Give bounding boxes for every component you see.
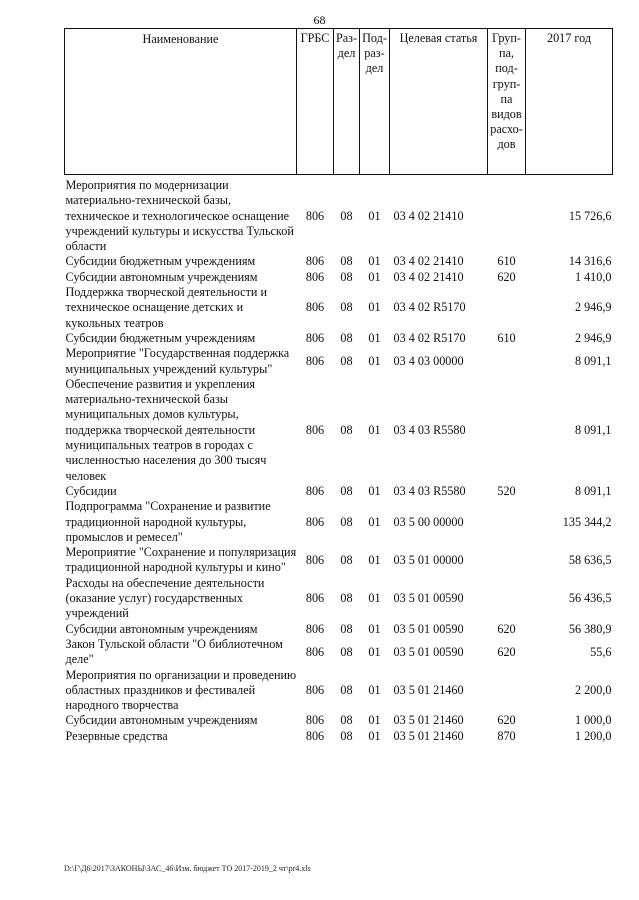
row-vid-rashodov: 870 — [497, 728, 516, 743]
row-celevaya-statya: 03 4 03 R5580 — [393, 422, 466, 437]
row-podrazdel: 01 — [368, 254, 381, 269]
row-podrazdel: 01 — [368, 728, 381, 743]
row-celevaya-statya: 03 4 02 R5170 — [393, 330, 466, 345]
row-sum: 135 344,2 — [562, 514, 612, 529]
row-podrazdel: 01 — [368, 644, 381, 659]
row-celevaya-statya: 03 5 01 21460 — [393, 713, 464, 728]
table-row — [65, 346, 613, 377]
row-celevaya-statya: 03 4 02 21410 — [393, 208, 464, 223]
row-grbs: 806 — [305, 621, 325, 636]
table-row — [65, 254, 613, 269]
row-podrazdel: 01 — [368, 713, 381, 728]
table-header — [65, 29, 613, 175]
header-sum-2017: 2017 год — [526, 29, 613, 175]
row-vid-rashodov: 520 — [497, 483, 516, 498]
row-celevaya-statya: 03 4 03 00000 — [393, 353, 464, 368]
table-row — [65, 270, 613, 285]
row-vid-rashodov — [488, 346, 526, 377]
row-vid-rashodov — [488, 668, 526, 714]
table-row — [65, 622, 613, 637]
row-vid-rashodov — [488, 499, 526, 545]
header-name: Наименование — [65, 29, 297, 175]
table-row — [65, 668, 613, 714]
row-razdel: 08 — [340, 330, 353, 345]
row-grbs: 806 — [305, 269, 325, 284]
table-row — [65, 484, 613, 499]
footer-file-path: D:\Г\Д6\2017\ЗАКОНЫ\ЗАС_46\Изм. бюджет ТО 2017-2019_2 чт\pr4.xls — [64, 864, 311, 873]
row-grbs: 806 — [305, 713, 325, 728]
row-celevaya-statya: 03 4 02 R5170 — [393, 300, 466, 315]
row-podrazdel: 01 — [368, 269, 381, 284]
row-name: Мероприятия по модернизации материально-технической базы, техническое и технологическое оснащение учреждений культуры и искусства Тульской области — [65, 178, 294, 254]
row-grbs: 806 — [305, 644, 325, 659]
row-podrazdel: 01 — [368, 422, 381, 437]
row-name: Закон Тульской области "О библиотечном деле" — [65, 636, 283, 667]
row-celevaya-statya: 03 4 03 R5580 — [393, 483, 466, 498]
row-celevaya-statya: 03 5 01 00590 — [393, 621, 464, 636]
row-sum: 56 380,9 — [568, 621, 612, 636]
row-vid-rashodov — [488, 285, 526, 331]
row-razdel: 08 — [340, 682, 353, 697]
row-name: Резервные средства — [65, 728, 168, 743]
row-vid-rashodov — [488, 545, 526, 576]
row-vid-rashodov — [488, 576, 526, 622]
row-vid-rashodov: 610 — [497, 254, 516, 269]
row-podrazdel: 01 — [368, 514, 381, 529]
row-sum: 1 410,0 — [574, 269, 612, 284]
row-name: Субсидии автономным учреждениям — [65, 621, 258, 636]
row-name: Мероприятие "Государственная поддержка муниципальных учреждений культуры" — [65, 346, 290, 376]
table-row — [65, 637, 613, 668]
row-sum: 56 436,5 — [568, 591, 612, 606]
row-podrazdel: 01 — [368, 353, 381, 368]
row-razdel: 08 — [340, 514, 353, 529]
row-celevaya-statya: 03 5 01 00000 — [393, 552, 464, 567]
row-vid-rashodov: 620 — [497, 644, 516, 659]
row-razdel: 08 — [340, 621, 353, 636]
budget-table — [64, 28, 613, 744]
header-podrazdel: Под-раз-дел — [360, 29, 390, 175]
row-grbs: 806 — [305, 552, 325, 567]
row-razdel: 08 — [340, 483, 353, 498]
row-razdel: 08 — [340, 552, 353, 567]
header-celevaya-statya: Целевая статья — [390, 29, 488, 175]
row-razdel: 08 — [340, 422, 353, 437]
row-sum: 14 316,6 — [568, 254, 612, 269]
table-row — [65, 175, 613, 255]
row-podrazdel: 01 — [368, 300, 381, 315]
row-razdel: 08 — [340, 591, 353, 606]
row-name: Субсидии — [65, 483, 117, 498]
row-vid-rashodov — [488, 377, 526, 484]
row-name: Обеспечение развития и укрепления материально-технической базы муниципальных домов культуры, поддержка творческой деятельности муниципальных театров в городах с численностью населения до 300 тысяч человек — [65, 376, 267, 483]
row-celevaya-statya: 03 5 01 00590 — [393, 644, 464, 659]
row-grbs: 806 — [305, 254, 325, 269]
row-podrazdel: 01 — [368, 208, 381, 223]
row-razdel: 08 — [340, 269, 353, 284]
table-row — [65, 331, 613, 346]
row-sum: 15 726,6 — [568, 208, 612, 223]
row-razdel: 08 — [340, 644, 353, 659]
row-razdel: 08 — [340, 713, 353, 728]
row-sum: 2 200,0 — [574, 682, 612, 697]
row-sum: 58 636,5 — [568, 552, 612, 567]
page-number: 68 — [313, 13, 326, 27]
row-razdel: 08 — [340, 300, 353, 315]
table-row — [65, 285, 613, 331]
row-sum: 2 946,9 — [574, 330, 612, 345]
header-razdel: Раз-дел — [334, 29, 360, 175]
row-sum: 8 091,1 — [574, 353, 612, 368]
row-celevaya-statya: 03 4 02 21410 — [393, 254, 464, 269]
row-name: Поддержка творческой деятельности и техническое оснащение детских и кукольных театров — [65, 285, 267, 330]
table-body — [65, 175, 613, 744]
row-vid-rashodov: 620 — [497, 621, 516, 636]
row-podrazdel: 01 — [368, 591, 381, 606]
row-vid-rashodov: 620 — [497, 269, 516, 284]
table-row — [65, 377, 613, 484]
row-name: Расходы на обеспечение деятельности (оказание услуг) государственных учреждений — [65, 575, 265, 621]
row-name: Подпрограмма "Сохранение и развитие традиционной народной культуры, промыслов и ремесел" — [65, 499, 271, 544]
row-sum: 8 091,1 — [574, 483, 612, 498]
row-podrazdel: 01 — [368, 483, 381, 498]
row-podrazdel: 01 — [368, 621, 381, 636]
header-grbs: ГРБС — [297, 29, 334, 175]
row-sum: 2 946,9 — [574, 300, 612, 315]
row-vid-rashodov — [488, 175, 526, 255]
table-row — [65, 729, 613, 744]
row-sum: 55,6 — [590, 644, 612, 659]
row-celevaya-statya: 03 5 01 21460 — [393, 682, 464, 697]
table-row — [65, 576, 613, 622]
row-grbs: 806 — [305, 208, 325, 223]
row-grbs: 806 — [305, 330, 325, 345]
row-grbs: 806 — [305, 728, 325, 743]
row-razdel: 08 — [340, 208, 353, 223]
table-row — [65, 713, 613, 728]
row-celevaya-statya: 03 5 01 00590 — [393, 591, 464, 606]
row-name: Субсидии бюджетным учреждениям — [65, 254, 256, 269]
row-grbs: 806 — [305, 353, 325, 368]
row-name: Субсидии автономным учреждениям — [65, 269, 258, 284]
row-grbs: 806 — [305, 514, 325, 529]
row-vid-rashodov: 610 — [497, 330, 516, 345]
row-sum: 1 000,0 — [574, 713, 612, 728]
row-name: Субсидии автономным учреждениям — [65, 713, 258, 728]
row-grbs: 806 — [305, 422, 325, 437]
row-name: Мероприятие "Сохранение и популяризация традиционной народной культуры и кино" — [65, 545, 297, 575]
row-celevaya-statya: 03 4 02 21410 — [393, 269, 464, 284]
table-row — [65, 545, 613, 576]
row-sum: 1 200,0 — [574, 728, 612, 743]
header-vid-rashodov: Груп-па, под-груп-па видов расхо-дов — [488, 29, 526, 175]
row-grbs: 806 — [305, 591, 325, 606]
row-podrazdel: 01 — [368, 682, 381, 697]
row-celevaya-statya: 03 5 00 00000 — [393, 514, 464, 529]
row-name: Мероприятия по организации и проведению областных праздников и фестивалей народного творчества — [65, 667, 297, 713]
row-grbs: 806 — [305, 682, 325, 697]
row-podrazdel: 01 — [368, 330, 381, 345]
table-row — [65, 499, 613, 545]
row-vid-rashodov: 620 — [497, 713, 516, 728]
row-razdel: 08 — [340, 353, 353, 368]
row-sum: 8 091,1 — [574, 422, 612, 437]
row-celevaya-statya: 03 5 01 21460 — [393, 728, 464, 743]
row-podrazdel: 01 — [368, 552, 381, 567]
row-grbs: 806 — [305, 483, 325, 498]
row-name: Субсидии бюджетным учреждениям — [65, 330, 256, 345]
row-grbs: 806 — [305, 300, 325, 315]
row-razdel: 08 — [340, 254, 353, 269]
row-razdel: 08 — [340, 728, 353, 743]
